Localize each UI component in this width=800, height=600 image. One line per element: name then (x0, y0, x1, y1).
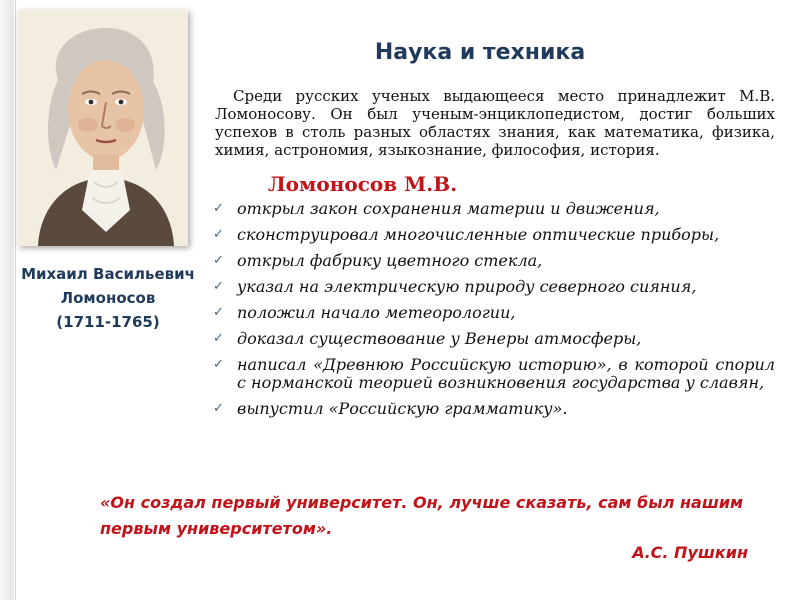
subtitle: Ломоносов М.В. (268, 172, 458, 196)
list-item (205, 252, 775, 270)
list-item (205, 400, 775, 418)
list-item (205, 226, 775, 244)
list-item-text: сконструировал многочисленные оптические приборы, (237, 225, 720, 244)
checkmark-icon: ✓ (213, 357, 224, 372)
list-item-text: открыл фабрику цветного стекла, (237, 251, 543, 270)
checkmark-icon: ✓ (213, 227, 224, 242)
list-item-text: открыл закон сохранения материи и движения, (237, 199, 660, 218)
checkmark-icon: ✓ (213, 331, 224, 346)
page-title: Наука и техника (374, 40, 586, 65)
checkmark-icon: ✓ (213, 201, 224, 216)
checkmark-icon: ✓ (213, 305, 224, 320)
checkmark-icon: ✓ (213, 253, 224, 268)
list-item-text: доказал существование у Венеры атмосферы, (237, 329, 642, 348)
list-item (205, 200, 775, 218)
quote-author: А.С. Пушкин (632, 543, 748, 562)
pushkin-quote: «Он создал первый университет. Он, лучше сказать, сам был нашим первым университетом». (100, 493, 744, 538)
list-item-text: выпустил «Российскую грамматику». (237, 399, 568, 418)
caption-surname: Ломоносов (60, 289, 156, 307)
portrait-caption (18, 262, 198, 334)
portrait-image (18, 10, 188, 246)
list-item-text: положил начало метеорологии, (237, 303, 516, 322)
list-item (205, 330, 775, 348)
list-item-text: указал на электрическую природу северного сияния, (237, 277, 697, 296)
list-item (205, 356, 775, 392)
caption-years: (1711-1765) (56, 313, 160, 331)
list-item (205, 278, 775, 296)
achievements-list (205, 200, 775, 426)
checkmark-icon: ✓ (213, 279, 224, 294)
list-item (205, 304, 775, 322)
caption-name: Михаил Васильевич (21, 265, 195, 283)
left-border-decoration (0, 0, 14, 600)
intro-paragraph: Среди русских ученых выдающееся место принадлежит М.В. Ломоносову. Он был ученым-энциклопедистом, достиг больших успехов в столь разных областях знания, как математика, физика, химия, астрономия, языкознание, философия, история. (215, 87, 775, 159)
checkmark-icon: ✓ (213, 401, 224, 416)
list-item-text: написал «Древнюю Российскую историю», в которой спорил с норманской теорией возникновения государства у славян, (237, 355, 775, 392)
